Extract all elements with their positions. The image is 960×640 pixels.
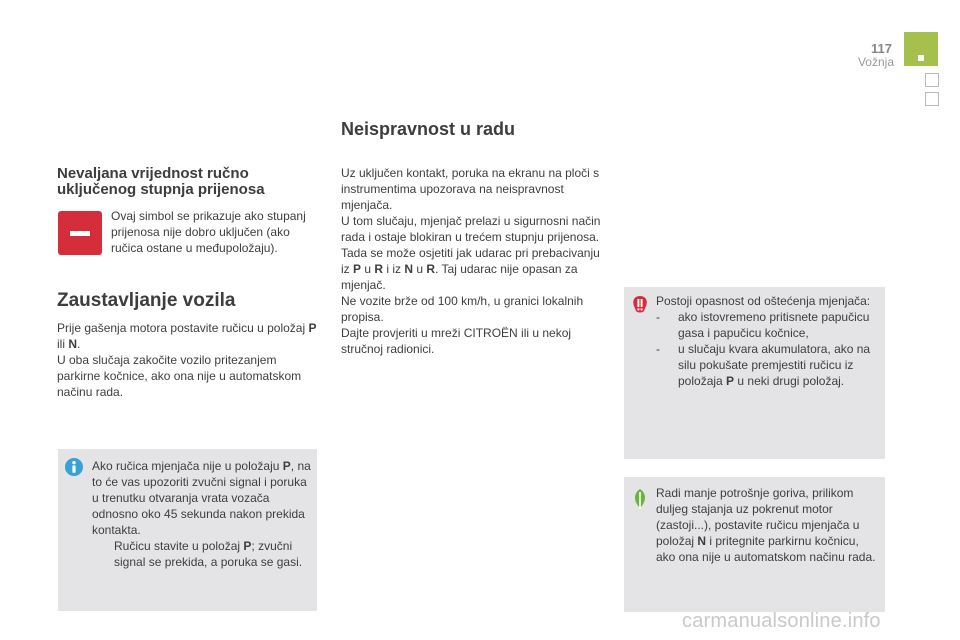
- tab-outline-1: [925, 73, 939, 87]
- info-panel: [58, 449, 317, 611]
- info-icon: [65, 458, 83, 476]
- page-number: 117: [871, 41, 892, 56]
- eco-panel: [624, 477, 885, 612]
- warning-text: Postoji opasnost od oštećenja mjenjača: - ako istovremeno pritisnete papučicu gasa i papučicu kočnice, - u slučaju kvara akumulatora, ako na silu pokušate premjestiti ručicu iz položaja P u neki drugi položaj.: [656, 294, 871, 388]
- eco-text: Radi manje potrošnje goriva, prilikom duljeg stajanja uz pokrenut motor (zastoji...), postavite ručicu mjenjača u položaj N i pritegnite parkirnu kočnicu, ako ona nije u automatskom načinu rada.: [656, 486, 876, 564]
- symbol-description: Ovaj simbol se prikazuje ako stupanj prijenosa nije dobro uključen (ako ručica ostane u međupoložaju).: [111, 209, 306, 255]
- heading-fault: Neispravnost u radu: [341, 119, 516, 139]
- eco-leaf-icon: [631, 488, 649, 510]
- info-text: Ako ručica mjenjača nije u položaju P, na to će vas upozoriti zvučni signal i poruka u trenutku otvaranja vrata vozača odnosno oko 45 sekunda nakon prekida kontakta. Ručicu stavite u položaj P; zvučni signal se prekida, a poruka se gasi.: [92, 459, 311, 569]
- watermark: carmanualsonline.info: [682, 610, 881, 632]
- chapter-title: Vožnja: [857, 55, 894, 69]
- heading-wrong-gear: Nevaljana vrijednost ručno uključenog stupnja prijenosa: [57, 165, 265, 198]
- stopping-text: Prije gašenja motora postavite ručicu u položaj P ili N. U oba slučaja zakočite vozilo pritezanjem parkirne kočnice, ako ona nije u automatskom načinu rada.: [57, 321, 317, 399]
- chapter-tab: [904, 32, 938, 66]
- gearbox-fault-minus-icon: [58, 211, 102, 255]
- tab-outline-2: [925, 92, 939, 106]
- tab-marker: [918, 55, 924, 61]
- exclamation-warning-icon: [630, 295, 650, 315]
- fault-text: Uz uključen kontakt, poruka na ekranu na ploči s instrumentima upozorava na neispravnost mjenjača. U tom slučaju, mjenjač prelazi u sigurnosni način rada i ostaje blokiran u trećem stupnju prijenosa. Tada se može osjetiti jak udarac pri prebacivanju iz P u R i iz N u R. Taj udarac nije opasan za mjenjač. Ne vozite brže od 100 km/h, u granici lokalnih propisa. Dajte provjeriti u mreži CITROËN ili u nekoj stručnoj radionici.: [341, 166, 601, 356]
- warning-panel: [624, 287, 885, 459]
- heading-stopping: Zaustavljanje vozila: [57, 290, 236, 311]
